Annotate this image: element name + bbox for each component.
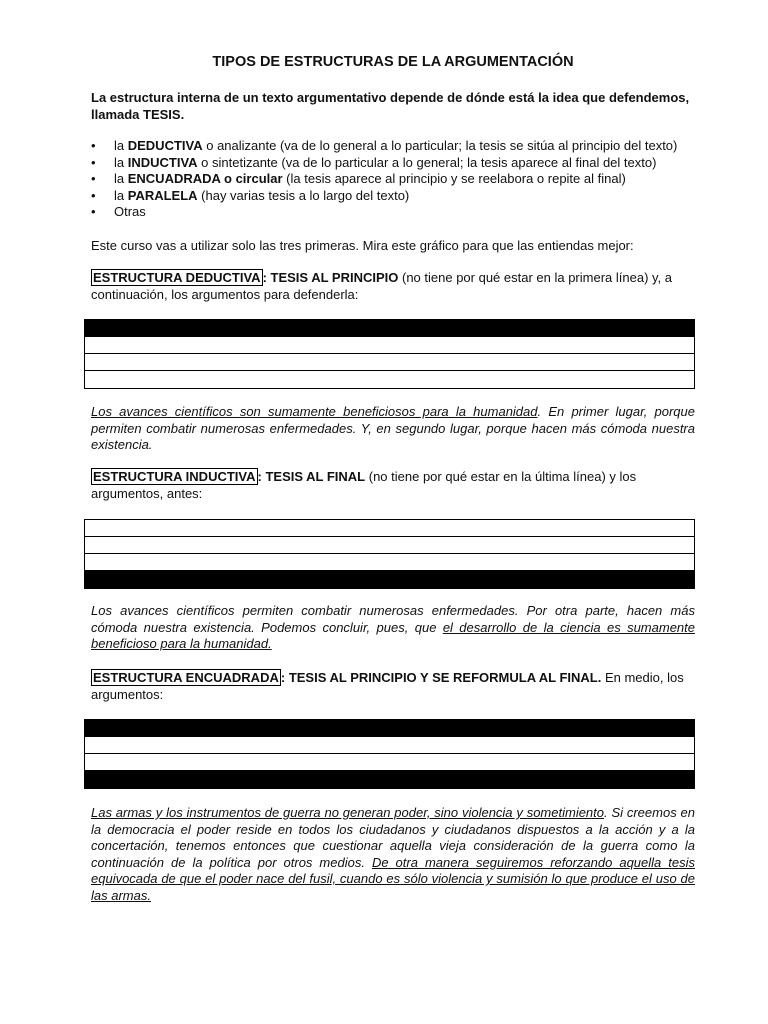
argument-bar bbox=[85, 520, 694, 537]
argument-bar bbox=[85, 754, 694, 771]
intro-paragraph: La estructura interna de un texto argumentativo depende de dónde está la idea que defendemos, llamada TESIS. bbox=[91, 90, 690, 122]
structure-label: ESTRUCTURA ENCUADRADA bbox=[93, 670, 279, 685]
argument-bar bbox=[85, 554, 694, 571]
structure-types-list bbox=[91, 138, 695, 221]
bullet-icon: • bbox=[91, 171, 96, 186]
thesis-bar bbox=[85, 320, 694, 337]
framed-example bbox=[91, 805, 695, 904]
thesis-position: TESIS AL FINAL bbox=[261, 469, 366, 484]
thesis-bar bbox=[85, 571, 694, 588]
framed-diagram bbox=[84, 719, 695, 789]
bullet-icon: • bbox=[91, 187, 96, 203]
framed-heading bbox=[91, 670, 695, 703]
thesis-text: el desarrollo de la ciencia es sumamente beneficioso para la humanidad. bbox=[91, 619, 695, 651]
page-title: TIPOS DE ESTRUCTURAS DE LA ARGUMENTACIÓN bbox=[212, 54, 574, 70]
list-item-text: o sintetizante (va de lo particular a lo general; la tesis aparece al final del texto) bbox=[197, 154, 657, 170]
argument-bar bbox=[85, 337, 694, 354]
heading-description: (no tiene por qué estar en la última línea) y los argumentos, antes: bbox=[91, 469, 637, 501]
list-item bbox=[91, 188, 695, 205]
list-item-text: la bbox=[114, 171, 128, 186]
list-item bbox=[91, 171, 695, 188]
argument-bar bbox=[85, 371, 694, 388]
list-item-text: la bbox=[114, 138, 128, 153]
bullet-icon: • bbox=[91, 154, 96, 170]
label-colon: : bbox=[262, 270, 267, 285]
argument-text: . En primer lugar, porque permiten combatir numerosas enfermedades. Y, en segundo lugar, porque hacen más cómoda nuestra existencia. bbox=[91, 404, 695, 452]
list-item-text: (la tesis aparece al principio y se reelabora o repite al final) bbox=[282, 171, 626, 186]
list-item-text: (hay varias tesis a lo largo del texto) bbox=[197, 187, 410, 203]
thesis-text: De otra manera seguiremos reforzando aquella tesis equivocada de que el poder nace del fusil, cuando es sólo violencia y sumisión lo que produce el uso de las armas. bbox=[91, 854, 695, 903]
list-item bbox=[91, 204, 695, 221]
argument-text: . Si creemos en la democracia el poder reside en todos los ciudadanos y ciudadanos dispuestos a la acción y a la concertación, tenemos entonces que cuestionar aquella vieja consideración de la guerra como la continuación de la política por otros medios. bbox=[91, 805, 695, 870]
label-colon: : bbox=[280, 670, 286, 685]
list-item-term: DEDUCTIVA bbox=[127, 138, 203, 153]
thesis-bar bbox=[85, 720, 694, 737]
deductive-heading bbox=[91, 270, 695, 303]
thesis-position: TESIS AL PRINCIPIO Y SE REFORMULA AL FINAL. bbox=[285, 670, 602, 685]
argument-bar bbox=[85, 354, 694, 371]
argument-bar bbox=[85, 537, 694, 554]
structure-label: ESTRUCTURA DEDUCTIVA bbox=[93, 270, 261, 285]
thesis-position: TESIS AL PRINCIPIO bbox=[266, 270, 399, 285]
inductive-example bbox=[91, 603, 695, 653]
bullet-icon: • bbox=[91, 204, 96, 219]
list-item bbox=[91, 138, 695, 155]
bullet-icon: • bbox=[91, 138, 96, 153]
list-item-term: PARALELA bbox=[127, 187, 198, 203]
list-item-term: ENCUADRADA o circular bbox=[127, 171, 283, 186]
thesis-text: Las armas y los instrumentos de guerra no generan poder, sino violencia y sometimiento bbox=[91, 805, 605, 820]
argument-bar bbox=[85, 737, 694, 754]
heading-description: En medio, los argumentos: bbox=[91, 670, 684, 702]
argument-text: Los avances científicos permiten combatir numerosas enfermedades. Por otra parte, hacen más cómoda nuestra existencia. Podemos concluir, pues, que bbox=[91, 603, 695, 635]
list-item-text: la bbox=[114, 187, 128, 203]
structure-label: ESTRUCTURA INDUCTIVA bbox=[93, 469, 256, 484]
heading-description: (no tiene por qué estar en la primera línea) y, a continuación, los argumentos para defenderla: bbox=[91, 270, 673, 302]
list-item bbox=[91, 155, 695, 172]
deductive-example bbox=[91, 404, 695, 454]
deductive-diagram bbox=[84, 319, 695, 389]
list-item-text: la bbox=[114, 154, 128, 170]
list-item-text: o analizante (va de lo general a lo particular; la tesis se sitúa al principio del texto) bbox=[202, 138, 678, 153]
label-colon: : bbox=[257, 469, 262, 484]
thesis-text: Los avances científicos son sumamente beneficiosos para la humanidad bbox=[91, 404, 538, 419]
course-note: Este curso vas a utilizar solo las tres primeras. Mira este gráfico para que las entiendas mejor: bbox=[91, 238, 634, 253]
inductive-heading bbox=[91, 469, 695, 502]
inductive-diagram bbox=[84, 519, 695, 589]
list-item-text: Otras bbox=[114, 204, 146, 219]
thesis-bar bbox=[85, 771, 694, 788]
list-item-term: INDUCTIVA bbox=[127, 154, 198, 170]
